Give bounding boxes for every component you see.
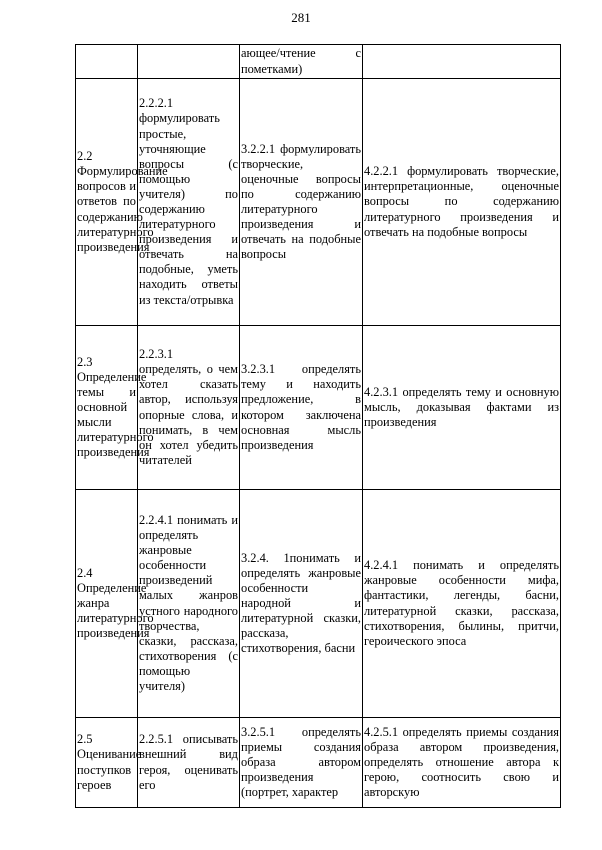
table-row xyxy=(76,490,561,718)
section-cell: 2.3 Определение темы и основной мысли литературного произведения xyxy=(76,326,138,490)
section-cell: 2.4 Определение жанра литературного произведения xyxy=(76,490,138,718)
grade4-objective-cell xyxy=(363,45,561,79)
grade3-objective-cell: 3.2.3.1 определять тему и находить предложение, в котором заключена основная мысль произведения xyxy=(240,326,363,490)
grade4-objective-cell: 4.2.4.1 понимать и определять жанровые особенности мифа, фантастики, легенды, басни, литературной сказки, рассказа, стихотворения, былины, притчи, героического эпоса xyxy=(363,490,561,718)
grade2-objective-cell: 2.2.5.1 описывать внешний вид героя, оценивать его xyxy=(138,718,240,808)
grade4-objective-cell: 4.2.2.1 формулировать творческие, интерпретационные, оценочные вопросы по содержанию литературного произведения и отвечать на подобные вопросы xyxy=(363,79,561,326)
section-cell: 2.2 Формулирование вопросов и ответов по содержанию литературного произведения xyxy=(76,79,138,326)
page-number: 281 xyxy=(291,10,311,25)
grade2-objective-cell: 2.2.2.1 формулировать простые, уточняющие вопросы (с помощью учителя) по содержанию литературного произведения и отвечать на подобные, уметь находить ответы из текста/отрывка xyxy=(138,79,240,326)
grade3-objective-cell: ающее/чтение с пометками) xyxy=(240,45,363,79)
table-row xyxy=(76,326,561,490)
grade2-objective-cell: 2.2.3.1 определять, о чем хотел сказать автор, используя опорные слова, и понимать, в чем он хотел убедить читателей xyxy=(138,326,240,490)
grade2-objective-cell: 2.2.4.1 понимать и определять жанровые особенности произведений малых жанров устного народного творчества, сказки, рассказа, стихотворения (с помощью учителя) xyxy=(138,490,240,718)
grade3-objective-cell: 3.2.5.1 определять приемы создания образа автором произведения (портрет, характер xyxy=(240,718,363,808)
grade4-objective-cell: 4.2.5.1 определять приемы создания образа автором произведения, определять отношение автора к герою, соотносить свою и авторскую xyxy=(363,718,561,808)
table-row xyxy=(76,718,561,808)
section-cell xyxy=(76,45,138,79)
grade3-objective-cell: 3.2.4. 1понимать и определять жанровые особенности народной и литературной сказки, рассказа, стихотворения, басни xyxy=(240,490,363,718)
grade3-objective-cell: 3.2.2.1 формулировать творческие, оценочные вопросы по содержанию литературного произведения и отвечать на подобные вопросы xyxy=(240,79,363,326)
table-row xyxy=(76,79,561,326)
section-cell: 2.5 Оценивание поступков героев xyxy=(76,718,138,808)
grade2-objective-cell xyxy=(138,45,240,79)
curriculum-table xyxy=(75,44,561,808)
grade4-objective-cell: 4.2.3.1 определять тему и основную мысль, доказывая фактами из произведения xyxy=(363,326,561,490)
table-row xyxy=(76,45,561,79)
